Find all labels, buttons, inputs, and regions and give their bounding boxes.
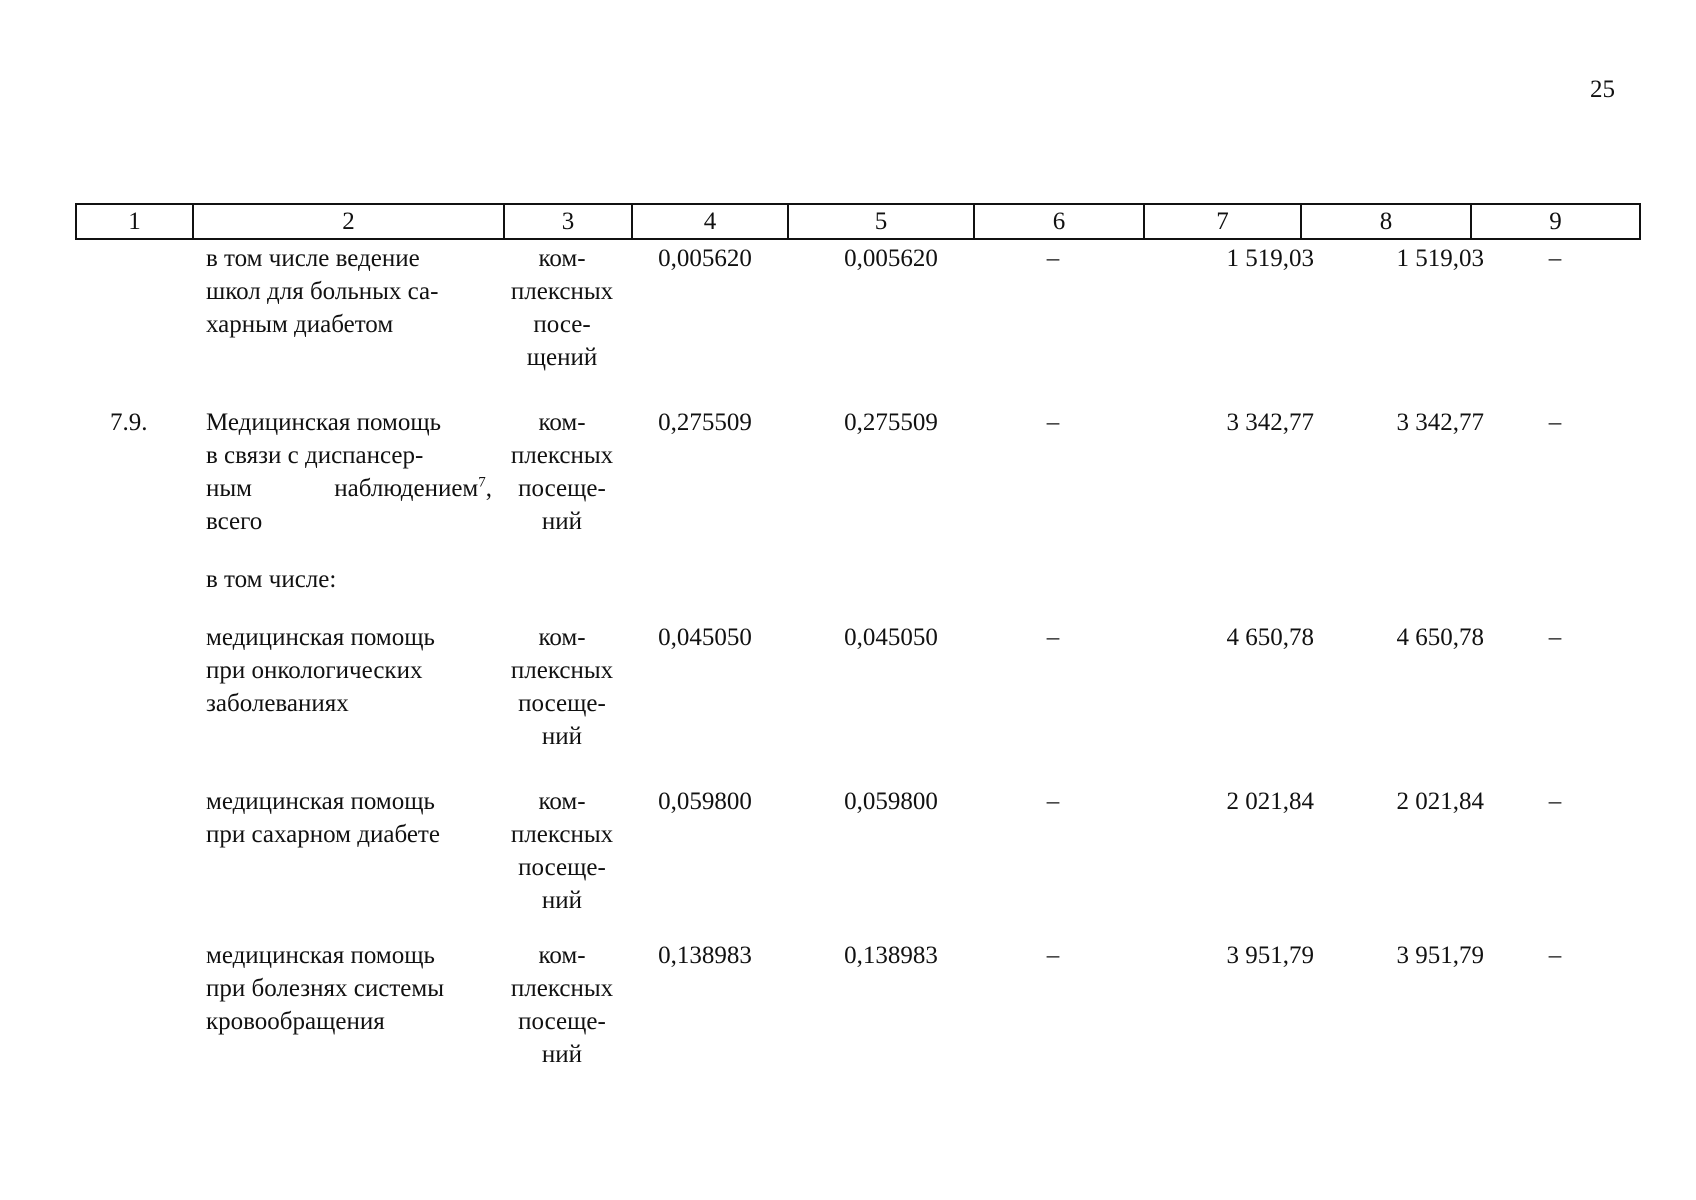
header-cell-7: 7 xyxy=(1144,204,1301,239)
row-unit-line: плексных xyxy=(510,975,614,1002)
row-name-line: при онкологических xyxy=(206,657,423,684)
row-col8: 2 021,84 xyxy=(1396,788,1484,815)
row-col4: 0,005620 xyxy=(658,245,752,272)
row-col5: 0,005620 xyxy=(844,245,938,272)
page-number: 25 xyxy=(1590,76,1615,103)
row-name-line: при сахарном диабете xyxy=(206,821,440,848)
row-col8: 3 951,79 xyxy=(1396,942,1484,969)
row-name-line: при болезнях системы xyxy=(206,975,444,1002)
column-number-header xyxy=(75,203,1641,240)
row-name xyxy=(206,939,492,1038)
row-unit-line: посеще- xyxy=(518,854,606,881)
row-name-line: в том числе ведение xyxy=(206,245,420,272)
row-col8: 1 519,03 xyxy=(1396,245,1484,272)
row-name xyxy=(206,621,492,720)
row-col7: 4 650,78 xyxy=(1226,624,1314,651)
row-name-line: школ для больных са- xyxy=(206,278,439,305)
row-col8: 4 650,78 xyxy=(1396,624,1484,651)
row-name-line: медицинская помощь xyxy=(206,942,435,969)
header-cell-4: 4 xyxy=(632,204,788,239)
row-name-line: всего xyxy=(206,508,263,535)
row-name-line: заболеваниях xyxy=(206,690,349,717)
row-name-word: наблюдением$^7$, xyxy=(334,474,492,502)
row-name-line: медицинская помощь xyxy=(206,788,435,815)
row-name-line: харным диабетом xyxy=(206,311,394,338)
header-cell-8: 8 xyxy=(1301,204,1471,239)
row-col9: – xyxy=(1548,788,1562,815)
row-unit-line: ний xyxy=(541,723,583,750)
row-unit xyxy=(497,406,627,538)
row-unit-line: ком- xyxy=(538,409,586,436)
header-cell-3: 3 xyxy=(504,204,632,239)
footnote-mark: 7 xyxy=(478,474,486,491)
row-col9: – xyxy=(1548,942,1562,969)
row-unit xyxy=(497,242,627,374)
row-col4: 0,059800 xyxy=(658,788,752,815)
row-col6: – xyxy=(1046,624,1060,651)
row-name-line: Медицинская помощь xyxy=(206,409,441,436)
header-cell-2: 2 xyxy=(193,204,504,239)
row-unit-line: ком- xyxy=(538,624,586,651)
row-col7: 1 519,03 xyxy=(1226,245,1314,272)
row-unit-line: щений xyxy=(526,344,598,371)
row-col7: 3 342,77 xyxy=(1226,409,1314,436)
row-name-line: кровообращения xyxy=(206,1008,385,1035)
row-col5: 0,045050 xyxy=(844,624,938,651)
row-unit xyxy=(497,621,627,753)
row-name xyxy=(206,242,492,341)
row-name-line xyxy=(206,472,492,505)
row-col5: 0,138983 xyxy=(844,942,938,969)
row-col9: – xyxy=(1548,409,1562,436)
row-number: 7.9. xyxy=(110,409,148,436)
row-unit-line: посеще- xyxy=(518,690,606,717)
row-unit-line: посеще- xyxy=(518,1008,606,1035)
subheading: в том числе: xyxy=(206,566,337,593)
row-name-line: в связи с диспансер- xyxy=(206,442,424,469)
row-col5: 0,059800 xyxy=(844,788,938,815)
header-cell-6: 6 xyxy=(974,204,1144,239)
row-unit-line: плексных xyxy=(510,821,614,848)
row-col4: 0,275509 xyxy=(658,409,752,436)
header-cell-1: 1 xyxy=(76,204,193,239)
row-unit-line: посеще- xyxy=(518,475,606,502)
header-cell-9: 9 xyxy=(1471,204,1640,239)
row-col7: 3 951,79 xyxy=(1226,942,1314,969)
row-unit-line: плексных xyxy=(510,442,614,469)
row-unit-line: посе- xyxy=(533,311,591,338)
row-name-line: медицинская помощь xyxy=(206,624,435,651)
row-col5: 0,275509 xyxy=(844,409,938,436)
row-name-word: ным xyxy=(206,475,252,502)
row-unit-line: ком- xyxy=(538,942,586,969)
row-col6: – xyxy=(1046,409,1060,436)
row-col4: 0,138983 xyxy=(658,942,752,969)
row-col6: – xyxy=(1046,788,1060,815)
row-col4: 0,045050 xyxy=(658,624,752,651)
row-name-punct: , xyxy=(485,475,492,502)
row-unit xyxy=(497,939,627,1071)
row-col9: – xyxy=(1548,624,1562,651)
row-unit-line: плексных xyxy=(510,657,614,684)
row-unit-line: ком- xyxy=(538,245,586,272)
row-unit-line: ком- xyxy=(538,788,586,815)
row-unit-line: ний xyxy=(541,508,583,535)
row-unit xyxy=(497,785,627,917)
row-col8: 3 342,77 xyxy=(1396,409,1484,436)
row-col7: 2 021,84 xyxy=(1226,788,1314,815)
row-col6: – xyxy=(1046,942,1060,969)
row-col6: – xyxy=(1046,245,1060,272)
row-unit-line: плексных xyxy=(510,278,614,305)
header-cell-5: 5 xyxy=(788,204,974,239)
row-name xyxy=(206,785,492,851)
row-unit-line: ний xyxy=(541,1041,583,1068)
row-unit-line: ний xyxy=(541,887,583,914)
row-name xyxy=(206,406,492,538)
row-col9: – xyxy=(1548,245,1562,272)
